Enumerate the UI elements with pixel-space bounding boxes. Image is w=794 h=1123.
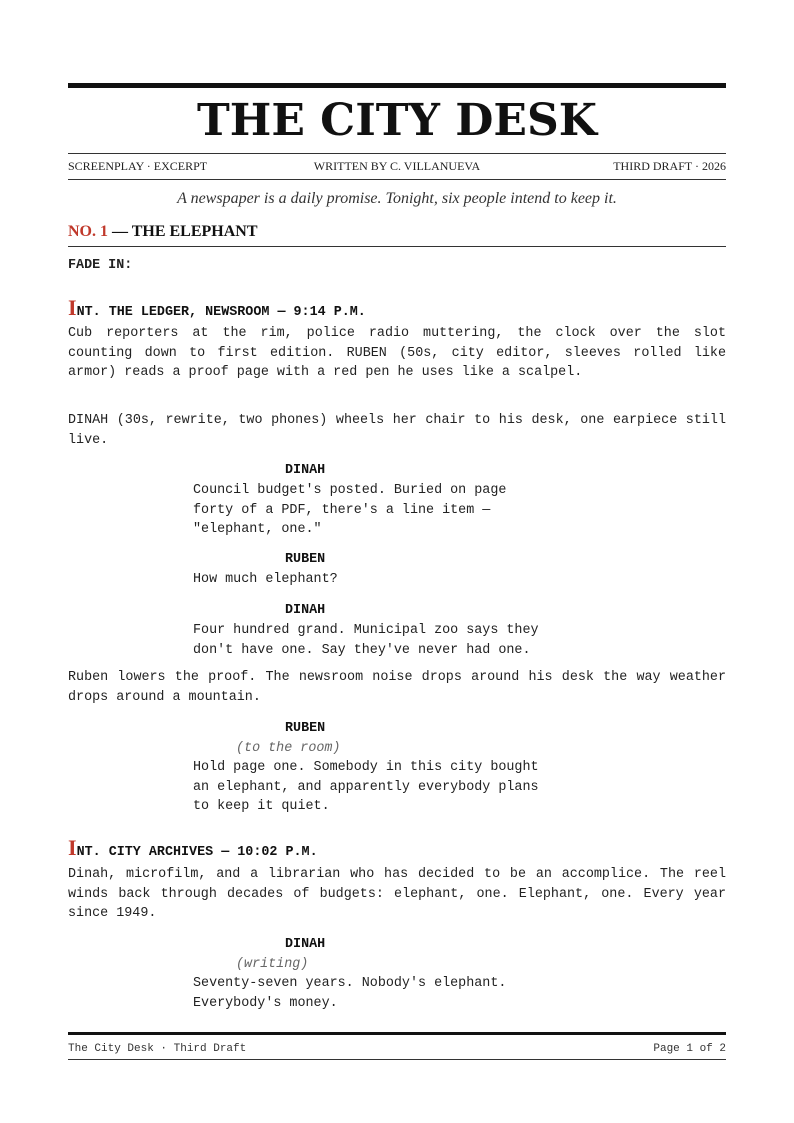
section-heading (68, 223, 726, 241)
scene-heading-text: NT. THE LEDGER, NEWSROOM — 9:14 P.M. (76, 305, 366, 320)
tagline: A newspaper is a daily promise. Tonight, six people intend to keep it. (177, 190, 617, 207)
section-title: — THE ELEPHANT (108, 223, 258, 240)
meta-row (68, 159, 726, 175)
page-footer (68, 1043, 726, 1057)
character-name: DINAH (285, 603, 326, 618)
action-line: Ruben lowers the proof. The newsroom noise drops around his desk the way weather drops around a mountain. (68, 670, 726, 705)
footer-bottom-rule (68, 1059, 726, 1060)
dialogue: How much elephant? (193, 572, 338, 587)
parenthetical: (writing) (236, 957, 309, 972)
action-line: Dinah, microfilm, and a librarian who has decided to be an accomplice. The reel winds back through decades of budgets: elephant, one. Elephant, one. Every year since 1949. (68, 867, 726, 921)
dialogue: Council budget's posted. Buried on page forty of a PDF, there's a line item — "elephant, one." (193, 483, 507, 537)
page-title: THE CITY DESK (197, 95, 597, 146)
dialogue: Hold page one. Somebody in this city bought an elephant, and apparently everybody plans to keep it quiet. (193, 760, 539, 814)
scene-heading (68, 295, 366, 321)
action-line: Cub reporters at the rim, police radio muttering, the clock over the slot counting down to first edition. RUBEN (50s, city editor, sleeves rolled like armor) reads a proof page with a red pen he uses like a scalpel. (68, 326, 726, 380)
section-number: NO. 1 (68, 223, 108, 240)
transition: FADE IN: (68, 258, 133, 273)
meta-byline: WRITTEN BY C. VILLANUEVA (313, 159, 481, 173)
meta-left: SCREENPLAY · EXCERPT (68, 159, 208, 173)
character-name: DINAH (285, 937, 326, 952)
scene-heading-initial: I (68, 295, 77, 320)
character-name: RUBEN (285, 552, 326, 567)
masthead-top-rule (68, 83, 726, 88)
page-number: Page 1 of 2 (653, 1043, 726, 1055)
scene-heading-initial: I (68, 835, 77, 860)
scene-heading-text: NT. CITY ARCHIVES — 10:02 P.M. (76, 845, 318, 860)
screenplay-page (68, 0, 726, 1123)
meta-rule-top (68, 153, 726, 154)
section-rule (68, 246, 726, 247)
character-name: RUBEN (285, 721, 326, 736)
footer-top-rule (68, 1032, 726, 1035)
dialogue: Four hundred grand. Municipal zoo says they don't have one. Say they've never had one. (193, 623, 539, 658)
scene-heading (68, 835, 318, 861)
dialogue: Seventy-seven years. Nobody's elephant. Everybody's money. (193, 976, 507, 1011)
character-name: DINAH (285, 463, 326, 478)
parenthetical: (to the room) (236, 741, 341, 756)
footer-title: The City Desk · Third Draft (68, 1043, 247, 1055)
action-line: DINAH (30s, rewrite, two phones) wheels her chair to his desk, one earpiece still live. (68, 413, 726, 448)
meta-rule-bottom (68, 179, 726, 180)
meta-draft: THIRD DRAFT · 2026 (613, 159, 726, 173)
